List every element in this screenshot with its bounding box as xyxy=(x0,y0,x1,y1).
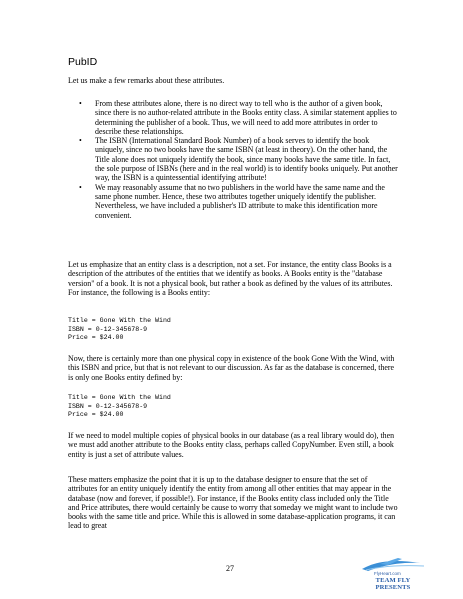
intro-paragraph: Let us make a few remarks about these attributes. xyxy=(68,76,225,85)
paragraph: Let us emphasize that an entity class is a description, not a set. For instance, the entity class Books is a description of the attributes of the entities that we identify as books. A Books entity is the "database version" of a book. It is not a physical book, but rather a book as defined by the values of its attributes. For instance, the following is a Books entity: xyxy=(68,260,393,297)
team-fly-logo xyxy=(358,557,428,591)
code-block: Title = Gone With the Wind ISBN = 0-12-345678-9 Price = $24.00 xyxy=(68,317,171,342)
logo-brand-text: TEAM FLY PRESENTS xyxy=(375,577,411,591)
bullet-item: • From these attributes alone, there is no direct way to tell who is the author of a given book, since there is no author-related attribute in the Books entity class. A similar statement applies to determining the publisher of a book. Thus, we will need to add more attributes in order to describe these relationships. xyxy=(68,99,398,136)
paragraph: If we need to model multiple copies of physical books in our database (as a real library would do), then we must add another attribute to the Books entity class, perhaps called CopyNumber. Even still, a book entity is just a set of attribute values. xyxy=(68,431,395,459)
section-heading: PubID xyxy=(68,56,98,68)
paragraph: Now, there is certainly more than one physical copy in existence of the book Gone With the Wind, with this ISBN and price, but that is not relevant to our discussion. As far as the database is concerned, there is only one Books entity defined by: xyxy=(68,354,395,382)
paragraph: These matters emphasize the point that it is up to the database designer to ensure that the set of attributes for an entity uniquely identify the entity from among all other entities that may appear in the database (now and forever, if possible!). For instance, if the Books entity class included only the Title and Price attributes, there would certainly be cause to worry that someday we might want to include two books with the same title and price. While this is allowed in some database-application programs, it can lead to great xyxy=(68,475,398,531)
code-block: Title = Gone With the Wind ISBN = 0-12-345678-9 Price = $24.00 xyxy=(68,394,171,419)
logo-site-text: FlyHeart.com xyxy=(374,571,401,576)
bullet-list xyxy=(68,99,398,220)
bullet-item: • The ISBN (International Standard Book Number) of a book serves to identify the book uniquely, since no two books have the same ISBN (at least in theory). On the other hand, the Title alone does not uniquely identify the book, since many books have the same title. In fact, the sole purpose of ISBNs (here and in the real world) is to identify books uniquely. Put another way, the ISBN is a quintessential identifying attribute! xyxy=(68,136,398,182)
page-number: 27 xyxy=(226,564,234,573)
bullet-item: • We may reasonably assume that no two publishers in the world have the same name and the same phone number. Hence, these two attributes together uniquely identify the publisher. Nevertheless, we have included a publisher's ID attribute to make this identification more convenient. xyxy=(68,183,398,220)
